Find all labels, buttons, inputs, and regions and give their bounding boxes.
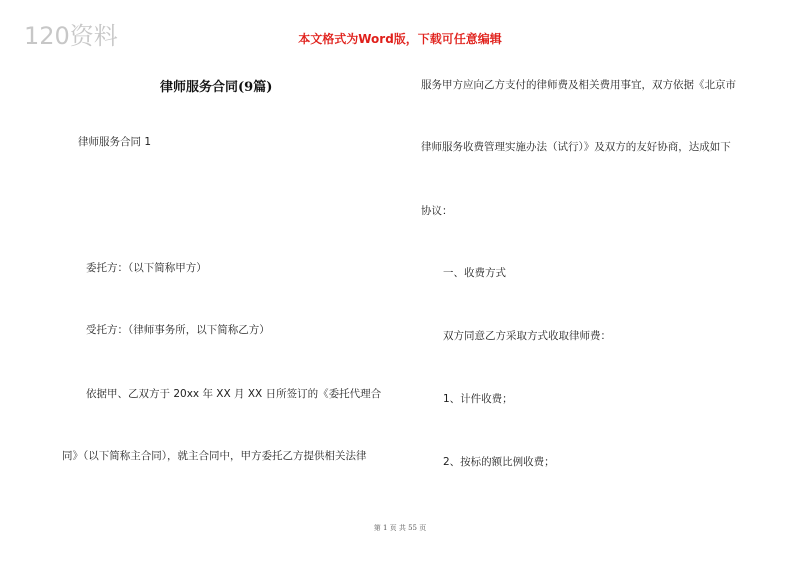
download-notice: 本文格式为Word版，下载可任意编辑 [298,32,502,46]
watermark-logo: 120资料 [24,22,118,50]
section-subtitle: 律师服务合同 1 [78,136,152,148]
heading-fee-method: 一、收费方式 [443,267,506,279]
paragraph-client: 委托方：（以下简称甲方） [86,262,207,274]
paragraph-basis-line2: 同》（以下简称主合同），就主合同中，甲方委托乙方提供相关法律 [62,450,367,462]
document-title: 律师服务合同(9篇) [160,80,273,95]
right-text-line3: 协议： [421,205,453,217]
page-footer: 第 1 页 共 55 页 [373,524,427,532]
paragraph-basis-line1: 依据甲、乙双方于 20xx 年 XX 月 XX 日所签订的《委托代理合 [86,388,382,400]
list-item-piece-fee: 1、计件收费； [443,393,513,405]
paragraph-fee-agreement: 双方同意乙方采取方式收取律师费： [443,330,611,342]
right-text-line1: 服务甲方应向乙方支付的律师费及相关费用事宜，双方依据《北京市 [421,79,736,91]
list-item-proportional-fee: 2、按标的额比例收费； [443,456,555,468]
paragraph-trustee: 受托方：（律师事务所，以下简称乙方） [86,324,270,336]
right-text-line2: 律师服务收费管理实施办法（试行）》及双方的友好协商，达成如下 [421,141,731,153]
